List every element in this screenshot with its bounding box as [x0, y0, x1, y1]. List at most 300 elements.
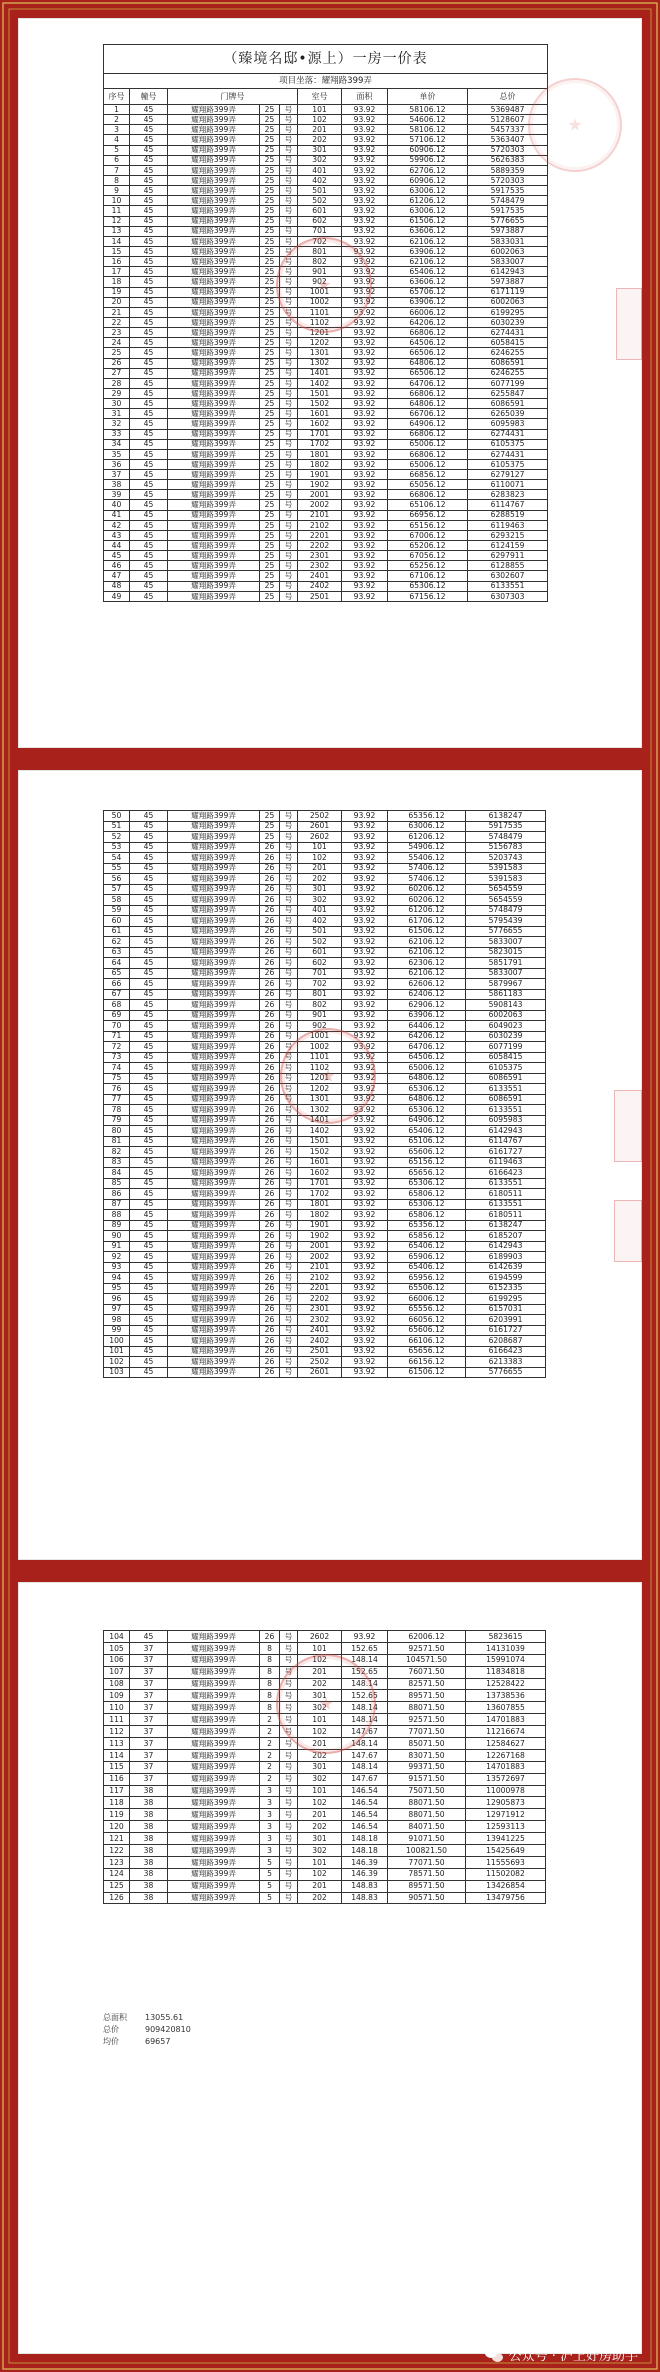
cell-building: 45: [130, 1357, 168, 1368]
cell-door-suffix: 号: [280, 317, 298, 327]
cell-address: 耀翔路399弄: [168, 1654, 260, 1666]
cell-door-suffix: 号: [280, 1654, 298, 1666]
cell-room: 301: [298, 145, 342, 155]
cell-area: 93.92: [342, 1252, 388, 1263]
cell-area: 93.92: [342, 145, 388, 155]
table-row: [104, 811, 546, 822]
cell-index: 115: [104, 1761, 130, 1773]
cell-index: 21: [104, 307, 130, 317]
cell-room: 1401: [298, 1115, 342, 1126]
cell-building: 45: [130, 581, 168, 591]
cell-address: 耀翔路399弄: [168, 135, 260, 145]
cell-room: 201: [298, 1666, 342, 1678]
cell-total-price: 6114767: [466, 1136, 546, 1147]
cell-door-suffix: 号: [280, 1136, 298, 1147]
table-row: [104, 1773, 546, 1785]
cell-index: 65: [104, 968, 130, 979]
cell-area: 93.92: [342, 1073, 388, 1084]
cell-building: 45: [130, 419, 168, 429]
cell-area: 93.92: [342, 348, 388, 358]
cell-area: 93.92: [342, 853, 388, 864]
cell-total-price: 13572697: [466, 1773, 546, 1785]
cell-index: 109: [104, 1690, 130, 1702]
cell-area: 93.92: [342, 989, 388, 1000]
cell-area: 93.92: [342, 1210, 388, 1221]
cell-unit-price: 60206.12: [388, 884, 466, 895]
cell-door-suffix: 号: [280, 591, 298, 601]
cell-building: 45: [130, 1252, 168, 1263]
cell-room: 1001: [298, 1031, 342, 1042]
cell-room: 1801: [298, 1199, 342, 1210]
cell-building: 45: [130, 1346, 168, 1357]
cell-unit-price: 63006.12: [388, 821, 466, 832]
cell-area: 93.92: [342, 1294, 388, 1305]
cell-total-price: 6180511: [466, 1189, 546, 1200]
cell-building: 45: [130, 175, 168, 185]
cell-building: 45: [130, 1094, 168, 1105]
cell-area: 93.92: [342, 520, 388, 530]
cell-unit-price: 63906.12: [388, 246, 468, 256]
cell-room: 201: [298, 1880, 342, 1892]
cell-area: 93.92: [342, 510, 388, 520]
cell-door-number: 26: [260, 1010, 280, 1021]
cell-address: 耀翔路399弄: [168, 551, 260, 561]
cell-room: 402: [298, 175, 342, 185]
cell-index: 105: [104, 1642, 130, 1654]
cell-unit-price: 64506.12: [388, 338, 468, 348]
cell-door-suffix: 号: [280, 832, 298, 843]
cell-door-suffix: 号: [280, 1010, 298, 1021]
cell-index: 62: [104, 937, 130, 948]
cell-address: 耀翔路399弄: [168, 1094, 260, 1105]
table-row: [104, 399, 548, 409]
cell-door-number: 26: [260, 1042, 280, 1053]
cell-area: 93.92: [342, 125, 388, 135]
cell-door-suffix: 号: [280, 459, 298, 469]
cell-area: 93.92: [342, 1336, 388, 1347]
cell-index: 3: [104, 125, 130, 135]
cell-area: 93.92: [342, 1262, 388, 1273]
cell-index: 2: [104, 115, 130, 125]
cell-door-number: 26: [260, 1262, 280, 1273]
cell-room: 602: [298, 958, 342, 969]
table-row: [104, 368, 548, 378]
cell-unit-price: 61206.12: [388, 905, 466, 916]
cell-unit-price: 90571.50: [388, 1892, 466, 1904]
official-seal-stamp: [276, 1654, 376, 1754]
cell-room: 1502: [298, 1147, 342, 1158]
cell-room: 1002: [298, 297, 342, 307]
cell-address: 耀翔路399弄: [168, 884, 260, 895]
cell-room: 1002: [298, 1042, 342, 1053]
cell-door-number: 25: [260, 378, 280, 388]
cell-total-price: 6166423: [466, 1346, 546, 1357]
table-row: [104, 561, 548, 571]
cell-door-suffix: 号: [280, 1678, 298, 1690]
cell-room: 1102: [298, 317, 342, 327]
cell-unit-price: 65406.12: [388, 1262, 466, 1273]
cell-building: 45: [130, 1063, 168, 1074]
cell-unit-price: 65056.12: [388, 480, 468, 490]
cell-door-suffix: 号: [280, 895, 298, 906]
cell-index: 90: [104, 1231, 130, 1242]
cell-door-suffix: 号: [280, 480, 298, 490]
cell-unit-price: 54906.12: [388, 842, 466, 853]
cell-total-price: 5128607: [468, 115, 548, 125]
cell-index: 22: [104, 317, 130, 327]
table-row: [104, 135, 548, 145]
cell-total-price: 6185207: [466, 1231, 546, 1242]
cell-building: 45: [130, 958, 168, 969]
cell-building: 45: [130, 947, 168, 958]
cell-door-number: 25: [260, 196, 280, 206]
table-row: [104, 1785, 546, 1797]
table-row: [104, 863, 546, 874]
cell-address: 耀翔路399弄: [168, 1136, 260, 1147]
cell-door-number: 26: [260, 884, 280, 895]
cell-area: 93.92: [342, 958, 388, 969]
table-row: [104, 348, 548, 358]
cell-building: 45: [130, 832, 168, 843]
cell-building: 45: [130, 388, 168, 398]
cell-address: 耀翔路399弄: [168, 571, 260, 581]
cell-door-number: 26: [260, 968, 280, 979]
header-unit-price: 单价: [388, 89, 468, 105]
cell-building: 45: [130, 1199, 168, 1210]
cell-total-price: 5861183: [466, 989, 546, 1000]
cell-door-number: 25: [260, 287, 280, 297]
cell-room: 1302: [298, 1105, 342, 1116]
cell-index: 13: [104, 226, 130, 236]
cell-address: 耀翔路399弄: [168, 348, 260, 358]
cell-index: 73: [104, 1052, 130, 1063]
cell-building: 45: [130, 1147, 168, 1158]
cell-unit-price: 67106.12: [388, 571, 468, 581]
cell-unit-price: 62706.12: [388, 165, 468, 175]
cell-address: 耀翔路399弄: [168, 1357, 260, 1368]
cell-total-price: 6157031: [466, 1304, 546, 1315]
cell-unit-price: 61506.12: [388, 1367, 466, 1378]
cell-unit-price: 60206.12: [388, 895, 466, 906]
cell-address: 耀翔路399弄: [168, 1000, 260, 1011]
cell-unit-price: 91071.50: [388, 1833, 466, 1845]
cell-door-number: 25: [260, 307, 280, 317]
cell-index: 11: [104, 206, 130, 216]
cell-door-suffix: 号: [280, 125, 298, 135]
cell-room: 302: [298, 1773, 342, 1785]
cell-area: 148.14: [342, 1761, 388, 1773]
cell-door-number: 25: [260, 338, 280, 348]
table-row: [104, 1821, 546, 1833]
cell-room: 402: [298, 916, 342, 927]
cell-door-number: 26: [260, 1084, 280, 1095]
cell-door-number: 25: [260, 581, 280, 591]
table-row: [104, 338, 548, 348]
cell-room: 2602: [298, 1631, 342, 1643]
cell-unit-price: 62106.12: [388, 947, 466, 958]
cell-door-suffix: 号: [280, 520, 298, 530]
cell-door-suffix: 号: [280, 1084, 298, 1095]
table-row: [104, 1880, 546, 1892]
cell-building: 45: [130, 937, 168, 948]
cell-index: 61: [104, 926, 130, 937]
cell-unit-price: 64406.12: [388, 1021, 466, 1032]
table-row: [104, 926, 546, 937]
cell-room: 902: [298, 277, 342, 287]
cell-address: 耀翔路399弄: [168, 1856, 260, 1868]
cell-door-suffix: 号: [280, 551, 298, 561]
cell-total-price: 6274431: [468, 429, 548, 439]
cell-door-suffix: 号: [280, 1797, 298, 1809]
cell-room: 1902: [298, 1231, 342, 1242]
cell-unit-price: 60906.12: [388, 145, 468, 155]
cell-total-price: 6133551: [468, 581, 548, 591]
cell-area: 93.92: [342, 155, 388, 165]
cell-address: 耀翔路399弄: [168, 1241, 260, 1252]
cell-door-suffix: 号: [280, 842, 298, 853]
cell-door-suffix: 号: [280, 328, 298, 338]
cell-unit-price: 57406.12: [388, 863, 466, 874]
cell-building: 45: [130, 1031, 168, 1042]
cell-door-suffix: 号: [280, 926, 298, 937]
summary-totals: [103, 2012, 191, 2048]
cell-door-suffix: 号: [280, 246, 298, 256]
total-price-value: 909420810: [145, 2025, 191, 2034]
cell-unit-price: 65956.12: [388, 1273, 466, 1284]
cell-area: 93.92: [342, 811, 388, 822]
cell-address: 耀翔路399弄: [168, 145, 260, 155]
cell-room: 102: [298, 1797, 342, 1809]
cell-index: 26: [104, 358, 130, 368]
cell-index: 122: [104, 1845, 130, 1857]
table-row: [104, 1231, 546, 1242]
cell-unit-price: 61506.12: [388, 216, 468, 226]
cell-index: 55: [104, 863, 130, 874]
cell-building: 45: [130, 470, 168, 480]
table-row: [104, 1220, 546, 1231]
cell-area: 93.92: [342, 358, 388, 368]
cell-index: 64: [104, 958, 130, 969]
cell-unit-price: 66856.12: [388, 470, 468, 480]
table-row: [104, 226, 548, 236]
cell-unit-price: 64806.12: [388, 1094, 466, 1105]
cell-index: 66: [104, 979, 130, 990]
cell-address: 耀翔路399弄: [168, 226, 260, 236]
cell-building: 45: [130, 328, 168, 338]
cell-index: 35: [104, 449, 130, 459]
cell-area: 93.92: [342, 186, 388, 196]
cell-area: 93.92: [342, 419, 388, 429]
cell-door-suffix: 号: [280, 1052, 298, 1063]
cell-address: 耀翔路399弄: [168, 1273, 260, 1284]
cell-unit-price: 92571.50: [388, 1642, 466, 1654]
cell-total-price: 5973887: [468, 226, 548, 236]
cell-door-number: 25: [260, 216, 280, 226]
cell-room: 702: [298, 979, 342, 990]
cell-unit-price: 76071.50: [388, 1666, 466, 1678]
cell-area: 93.92: [342, 236, 388, 246]
cell-index: 92: [104, 1252, 130, 1263]
cell-total-price: 5879967: [466, 979, 546, 990]
cell-index: 25: [104, 348, 130, 358]
cell-door-suffix: 号: [280, 958, 298, 969]
cell-door-number: 26: [260, 1063, 280, 1074]
cell-room: 2101: [298, 1262, 342, 1273]
cell-door-suffix: 号: [280, 348, 298, 358]
cell-building: 38: [130, 1785, 168, 1797]
cell-door-number: 8: [260, 1666, 280, 1678]
cell-address: 耀翔路399弄: [168, 388, 260, 398]
cell-door-suffix: 号: [280, 257, 298, 267]
cell-total-price: 5720303: [468, 175, 548, 185]
cell-total-price: 11216674: [466, 1726, 546, 1738]
cell-address: 耀翔路399弄: [168, 1210, 260, 1221]
cell-address: 耀翔路399弄: [168, 832, 260, 843]
cell-door-suffix: 号: [280, 145, 298, 155]
cell-index: 71: [104, 1031, 130, 1042]
cell-area: 148.14: [342, 1678, 388, 1690]
cell-address: 耀翔路399弄: [168, 368, 260, 378]
cell-building: 45: [130, 1021, 168, 1032]
cell-unit-price: 65106.12: [388, 500, 468, 510]
table-row: [104, 459, 548, 469]
cell-total-price: 6199295: [466, 1294, 546, 1305]
table-row: [104, 115, 548, 125]
cell-total-price: 11502082: [466, 1868, 546, 1880]
cell-door-suffix: 号: [280, 1210, 298, 1221]
cell-door-number: 8: [260, 1702, 280, 1714]
cell-total-price: 6213383: [466, 1357, 546, 1368]
cell-unit-price: 58106.12: [388, 105, 468, 115]
cell-door-suffix: 号: [280, 439, 298, 449]
cell-door-number: 25: [260, 520, 280, 530]
cell-total-price: 6124159: [468, 541, 548, 551]
table-row: [104, 510, 548, 520]
table-row: [104, 1642, 546, 1654]
cell-total-price: 6002063: [468, 246, 548, 256]
cell-building: 45: [130, 1231, 168, 1242]
cell-area: 93.92: [342, 399, 388, 409]
cell-address: 耀翔路399弄: [168, 105, 260, 115]
cell-door-number: 3: [260, 1797, 280, 1809]
cell-area: 93.92: [342, 551, 388, 561]
cell-address: 耀翔路399弄: [168, 863, 260, 874]
cell-total-price: 6203991: [466, 1315, 546, 1326]
cell-building: 45: [130, 571, 168, 581]
cell-door-number: 26: [260, 1241, 280, 1252]
cell-door-number: 26: [260, 1231, 280, 1242]
cell-door-suffix: 号: [280, 510, 298, 520]
cell-door-suffix: 号: [280, 196, 298, 206]
cell-unit-price: 63606.12: [388, 277, 468, 287]
cell-address: 耀翔路399弄: [168, 1690, 260, 1702]
table-row: [104, 470, 548, 480]
cell-room: 301: [298, 1833, 342, 1845]
cell-index: 52: [104, 832, 130, 843]
cell-room: 1902: [298, 480, 342, 490]
cell-total-price: 6002063: [466, 1010, 546, 1021]
table-row: [104, 884, 546, 895]
cell-room: 1201: [298, 1073, 342, 1084]
cell-index: 110: [104, 1702, 130, 1714]
cell-building: 45: [130, 884, 168, 895]
cell-area: 93.92: [342, 1052, 388, 1063]
cell-building: 37: [130, 1678, 168, 1690]
cell-door-number: 26: [260, 1210, 280, 1221]
cell-total-price: 5748479: [466, 832, 546, 843]
cell-address: 耀翔路399弄: [168, 358, 260, 368]
cell-room: 2102: [298, 1273, 342, 1284]
cell-building: 45: [130, 358, 168, 368]
cell-area: 93.92: [342, 257, 388, 267]
cell-address: 耀翔路399弄: [168, 1642, 260, 1654]
cell-building: 38: [130, 1833, 168, 1845]
cell-total-price: 6105375: [468, 459, 548, 469]
cell-building: 45: [130, 1073, 168, 1084]
cell-door-number: 25: [260, 125, 280, 135]
cell-building: 45: [130, 989, 168, 1000]
cell-door-number: 26: [260, 989, 280, 1000]
cell-area: 93.92: [342, 490, 388, 500]
cell-total-price: 6189903: [466, 1252, 546, 1263]
cell-unit-price: 63906.12: [388, 297, 468, 307]
cell-building: 45: [130, 1304, 168, 1315]
cell-area: 93.92: [342, 1241, 388, 1252]
cell-door-number: 26: [260, 1336, 280, 1347]
cell-unit-price: 67056.12: [388, 551, 468, 561]
cell-room: 1302: [298, 358, 342, 368]
cell-building: 45: [130, 561, 168, 571]
cell-area: 148.14: [342, 1702, 388, 1714]
cell-index: 28: [104, 378, 130, 388]
avg-price-value: 69657: [145, 2037, 171, 2046]
cell-address: 耀翔路399弄: [168, 419, 260, 429]
cell-address: 耀翔路399弄: [168, 429, 260, 439]
cell-area: 152.65: [342, 1666, 388, 1678]
cell-door-number: 25: [260, 811, 280, 822]
table-row: [104, 1797, 546, 1809]
cell-room: 802: [298, 1000, 342, 1011]
cell-total-price: 5917535: [466, 821, 546, 832]
cell-door-number: 25: [260, 439, 280, 449]
cell-total-price: 6288519: [468, 510, 548, 520]
cell-total-price: 5776655: [466, 1367, 546, 1378]
cell-total-price: 6128855: [468, 561, 548, 571]
cell-door-suffix: 号: [280, 1157, 298, 1168]
cell-area: 93.92: [342, 1178, 388, 1189]
cell-total-price: 15991074: [466, 1654, 546, 1666]
cell-total-price: 5908143: [466, 1000, 546, 1011]
cell-area: 93.92: [342, 338, 388, 348]
cell-total-price: 5654559: [466, 895, 546, 906]
cell-index: 81: [104, 1136, 130, 1147]
cell-unit-price: 64906.12: [388, 1115, 466, 1126]
cell-building: 45: [130, 1262, 168, 1273]
cell-door-number: 25: [260, 236, 280, 246]
cell-door-number: 25: [260, 500, 280, 510]
cell-building: 45: [130, 1631, 168, 1643]
cell-room: 2401: [298, 571, 342, 581]
cell-door-suffix: 号: [280, 1147, 298, 1158]
cell-room: 2301: [298, 1304, 342, 1315]
cell-index: 119: [104, 1809, 130, 1821]
cell-room: 1601: [298, 1157, 342, 1168]
cell-door-number: 25: [260, 155, 280, 165]
total-area-value: 13055.61: [145, 2013, 184, 2022]
cell-index: 74: [104, 1063, 130, 1074]
cell-address: 耀翔路399弄: [168, 1189, 260, 1200]
cell-index: 49: [104, 591, 130, 601]
